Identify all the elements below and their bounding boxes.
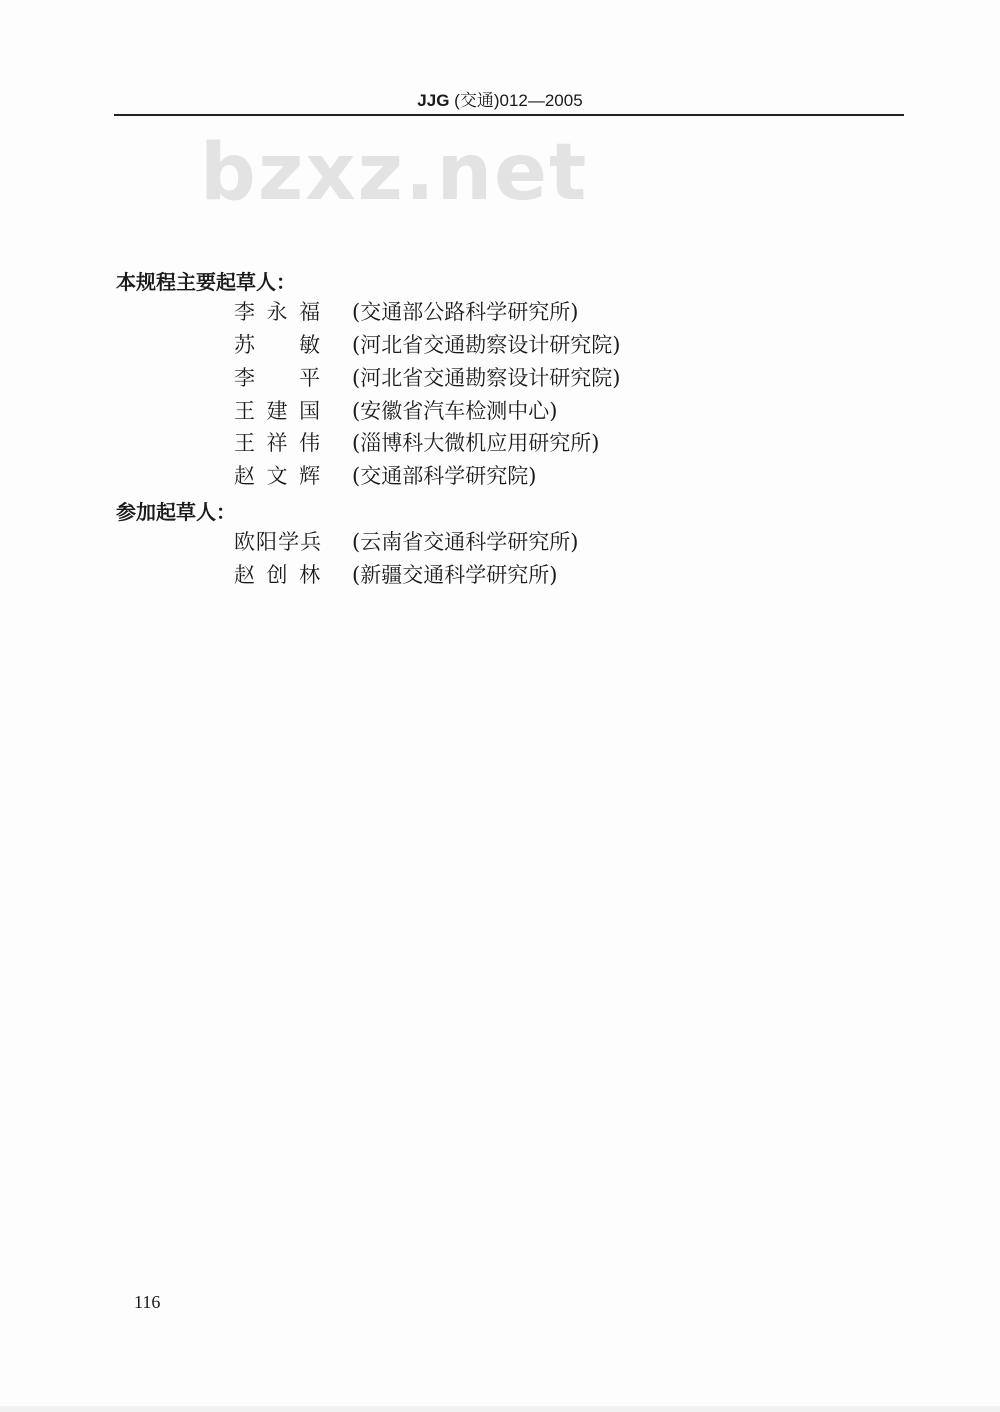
standard-code-rest: (交通)012—2005 bbox=[454, 91, 583, 110]
drafter-name: 王建国 bbox=[234, 399, 332, 423]
drafter-org: (河北省交通勘察设计研究院) bbox=[352, 366, 621, 390]
standard-code-prefix: JJG bbox=[417, 91, 450, 110]
drafter-name: 赵创林 bbox=[234, 563, 332, 587]
drafter-name: 苏 敏 bbox=[234, 333, 332, 357]
drafter-name: 李 平 bbox=[234, 366, 332, 390]
drafter-org: (河北省交通勘察设计研究院) bbox=[352, 333, 621, 357]
drafter-org: (交通部科学研究院) bbox=[352, 464, 537, 488]
drafter-org: (淄博科大微机应用研究所) bbox=[352, 431, 600, 455]
drafter-name: 欧阳学兵 bbox=[234, 530, 323, 554]
drafter-org: (新疆交通科学研究所) bbox=[352, 563, 558, 587]
header-divider bbox=[114, 114, 904, 116]
watermark-text: bzxz.net bbox=[200, 128, 589, 218]
page-number: 116 bbox=[134, 1292, 161, 1312]
drafter-name: 李永福 bbox=[234, 300, 332, 324]
participating-drafters-title: 参加起草人： bbox=[116, 500, 236, 524]
drafter-name: 王祥伟 bbox=[234, 431, 332, 455]
standard-code-header bbox=[0, 86, 1000, 111]
page-bottom-edge bbox=[0, 1406, 1000, 1412]
main-drafters-title: 本规程主要起草人： bbox=[116, 270, 296, 294]
drafter-org: (云南省交通科学研究所) bbox=[352, 530, 579, 554]
drafter-org: (交通部公路科学研究所) bbox=[352, 300, 579, 324]
drafter-org: (安徽省汽车检测中心) bbox=[352, 399, 558, 423]
drafter-name: 赵文辉 bbox=[234, 464, 332, 488]
